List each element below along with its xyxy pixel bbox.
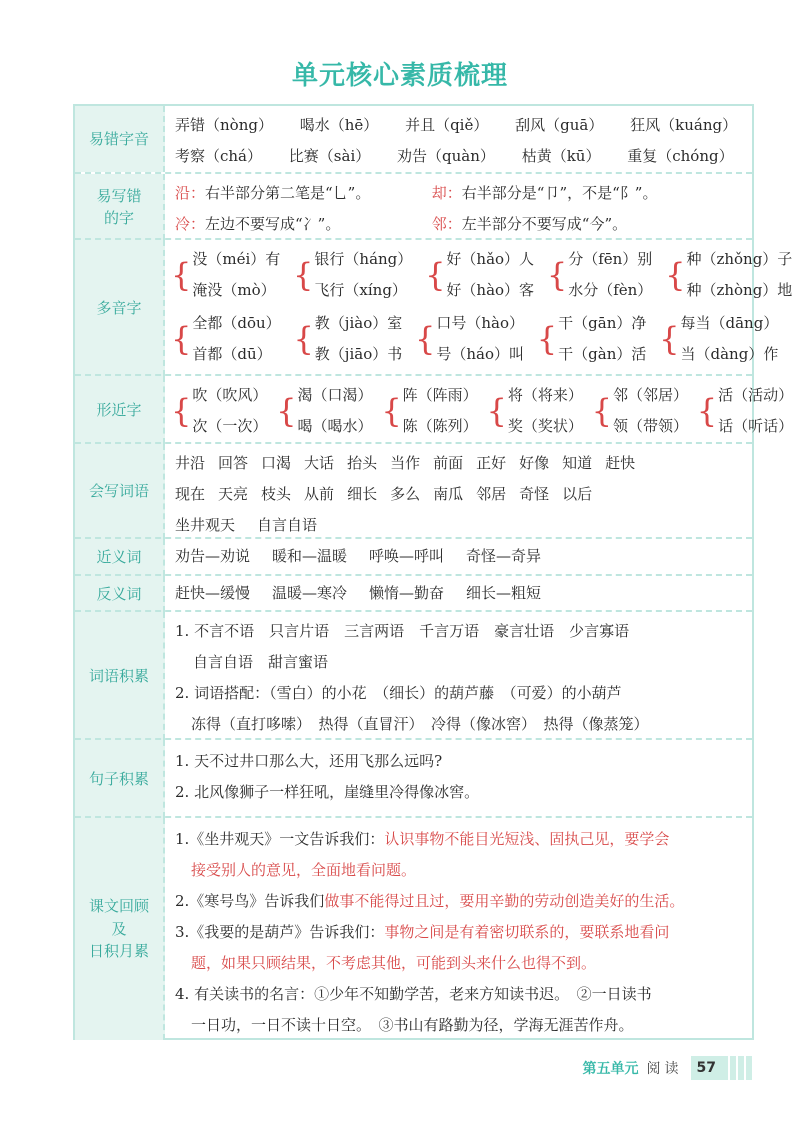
group: { 干（gān）净 干（gàn）活 (537, 308, 647, 370)
char: 邻： (431, 215, 462, 233)
list-item: 南瓜 (433, 485, 464, 503)
group: { 邻（邻居） 领（带领） (592, 380, 688, 442)
word: 领（带领） (612, 417, 688, 435)
list-item: 狂风（kuáng） (630, 116, 738, 134)
highlight-text: 题，如果只顾结果，不考虑其他，可能到头来什么也得不到。 (191, 954, 597, 972)
label-kewen: 课文回顾 及 日积月累 (75, 818, 165, 1040)
text-line: 一日功，一日不读十日空。 ③书山有路勤为径，学海无涯苦作舟。 (191, 1016, 634, 1034)
list-item: 温暖—寒冷 (272, 584, 348, 602)
word: 好（hǎo）人 (446, 250, 535, 268)
group: { 分（fēn）别 水分（fèn） (547, 244, 652, 306)
word: 教（jiào）室 (314, 314, 403, 332)
text-line: 4. 有关读书的名言：①少年不知勤学苦，老来方知读书迟。 ②一日读书 (175, 985, 652, 1003)
tip: 左半部分不要写成“今”。 (461, 215, 628, 233)
list-item: 并且（qiě） (405, 116, 489, 134)
word: 水分（fèn） (568, 281, 653, 299)
content-ciyu (165, 612, 752, 740)
list-item: 自言自语 (257, 516, 318, 534)
content-huixie (165, 444, 752, 539)
highlight-text: 接受别人的意见，全面地看问题。 (191, 861, 417, 879)
list-item: 刮风（guā） (515, 116, 604, 134)
word: 没（méi）有 (192, 250, 281, 268)
group: { 每当（dāng） 当（dàng）作 (659, 308, 778, 370)
list-item: 弄错（nòng） (175, 116, 273, 134)
char: 沿： (175, 184, 206, 202)
decorative-grid (722, 1056, 752, 1080)
row-huixie (75, 442, 752, 539)
list-item: 口渴 (261, 454, 292, 472)
list-line (175, 110, 759, 141)
row-fanyi (75, 574, 752, 612)
list-item: 奇怪—奇异 (466, 547, 542, 565)
word: 活（活动） (718, 386, 794, 404)
content-yicuo (165, 106, 759, 172)
word: 奖（奖状） (507, 417, 583, 435)
tip: 左边不要写成“冫”。 (205, 215, 341, 233)
list-item: 细长—粗短 (466, 584, 542, 602)
list-item: 考察（chá） (175, 147, 263, 165)
list-line (175, 578, 752, 609)
list-item: 大话 (304, 454, 335, 472)
word: 种（zhǒng）子 (686, 250, 793, 268)
content-kewen (165, 818, 752, 1040)
word: 次（一次） (192, 417, 268, 435)
group: { 教（jiào）室 教（jiāo）书 (293, 308, 402, 370)
group: { 吹（吹风） 次（一次） (171, 380, 267, 442)
row-jinyi (75, 537, 752, 576)
list-item: 懒惰—勤奋 (369, 584, 445, 602)
section-label: 阅读 (646, 1061, 683, 1077)
text-line: 1. 不言不语 只言片语 三言两语 千言万语 豪言壮语 少言寡语 (175, 622, 630, 640)
unit-label: 第五单元 (582, 1061, 639, 1077)
text: 3.《我要的是葫芦》告诉我们： (175, 923, 385, 941)
word: 首都（dū） (192, 345, 272, 363)
group: { 种（zhǒng）子 种（zhòng）地 (665, 244, 792, 306)
list-item: 抬头 (347, 454, 378, 472)
label-juzi: 句子积累 (75, 740, 165, 818)
highlight-text: 认识事物不能目光短浅、固执己见，要学会 (384, 830, 670, 848)
text-line: 1. 天不过井口那么大，还用飞那么远吗? (175, 752, 443, 770)
label-fanyi: 反义词 (75, 576, 165, 612)
list-item: 邻居 (476, 485, 507, 503)
group: { 活（活动） 话（听话） (697, 380, 793, 442)
list-item: 井沿 (175, 454, 206, 472)
text-line (175, 886, 752, 917)
content-duoyin (165, 240, 793, 376)
word: 干（gàn）活 (558, 345, 647, 363)
group: { 全都（dōu） 首都（dū） (171, 308, 281, 370)
content-jinyi (165, 539, 752, 576)
label-xingjin: 形近字 (75, 376, 165, 444)
text-line: 2. 北风像狮子一样狂吼，崖缝里冷得像冰窖。 (175, 783, 480, 801)
word: 号（háo）叫 (436, 345, 525, 363)
word: 银行（háng） (314, 250, 413, 268)
row-xingjin (75, 374, 794, 444)
char: 却： (431, 184, 462, 202)
text-line: 自言自语 甜言蜜语 (193, 653, 329, 671)
list-item: 前面 (433, 454, 464, 472)
summary-table (73, 104, 794, 1040)
group: { 好（hǎo）人 好（hào）客 (425, 244, 534, 306)
word: 陈（陈列） (402, 417, 478, 435)
list-item: 当作 (390, 454, 421, 472)
word: 全都（dōu） (192, 314, 281, 332)
content-yixie (165, 174, 752, 240)
list-item: 枯黄（kū） (521, 147, 601, 165)
list-item: 以后 (562, 485, 593, 503)
list-item: 细长 (347, 485, 378, 503)
list-line (175, 479, 752, 510)
list-item: 好像 (519, 454, 550, 472)
list-item: 劝告（quàn） (397, 147, 495, 165)
list-line (175, 141, 759, 172)
group: { 口号（hào） 号（háo）叫 (415, 308, 524, 370)
list-item: 比赛（sài） (288, 147, 371, 165)
row-kewen (75, 816, 752, 1040)
list-line (175, 178, 752, 209)
word: 淹没（mò） (192, 281, 276, 299)
label-ciyu: 词语积累 (75, 612, 165, 740)
content-fanyi (165, 576, 752, 612)
word: 邻（邻居） (612, 386, 688, 404)
word: 话（听话） (718, 417, 794, 435)
word: 将（将来） (507, 386, 583, 404)
word: 干（gān）净 (558, 314, 647, 332)
tip: 右半部分第二笔是“乚”。 (205, 184, 371, 202)
tip: 右半部分是“卩”，不是“阝”。 (461, 184, 658, 202)
char: 冷： (175, 215, 206, 233)
text: 2.《寒号鸟》告诉我们 (175, 892, 325, 910)
row-yixie (75, 172, 752, 240)
list-item: 坐井观天 (175, 516, 236, 534)
list-item: 回答 (218, 454, 249, 472)
list-item: 天亮 (218, 485, 249, 503)
highlight-text: 事物之间是有着密切联系的，要联系地看问 (384, 923, 670, 941)
group: { 将（将来） 奖（奖状） (486, 380, 582, 442)
word: 口号（hào） (436, 314, 525, 332)
text-line: 冻得（直打哆嗦） 热得（直冒汗） 冷得（像冰窖） 热得（像蒸笼） (191, 715, 649, 733)
word: 飞行（xíng） (314, 281, 407, 299)
list-item: 劝告—劝说 (175, 547, 251, 565)
group: { 阵（阵雨） 陈（陈列） (381, 380, 477, 442)
list-line (175, 448, 752, 479)
page-number: 57 (691, 1056, 722, 1080)
list-item: 知道 (562, 454, 593, 472)
row-ciyu (75, 610, 752, 740)
content-juzi (165, 740, 752, 818)
list-item: 暖和—温暖 (272, 547, 348, 565)
row-yicuo (75, 106, 752, 172)
list-item: 赶快 (605, 454, 636, 472)
word: 渴（口渴） (297, 386, 373, 404)
page-footer (583, 1056, 752, 1080)
word: 好（hào）客 (446, 281, 535, 299)
group: { 没（méi）有 淹没（mò） (171, 244, 280, 306)
word: 教（jiāo）书 (314, 345, 403, 363)
label-yicuo: 易错字音 (75, 106, 165, 172)
word: 阵（阵雨） (402, 386, 478, 404)
list-item: 枝头 (261, 485, 292, 503)
text-line (175, 824, 752, 855)
label-yixie: 易写错 的字 (75, 174, 165, 240)
list-item: 重复（chóng） (627, 147, 734, 165)
word: 吹（吹风） (192, 386, 268, 404)
list-item: 呼唤—呼叫 (369, 547, 445, 565)
group: { 银行（háng） 飞行（xíng） (293, 244, 412, 306)
list-item: 奇怪 (519, 485, 550, 503)
word: 每当（dāng） (680, 314, 779, 332)
word: 种（zhòng）地 (686, 281, 793, 299)
list-line (175, 209, 752, 240)
list-item: 从前 (304, 485, 335, 503)
label-jinyi: 近义词 (75, 539, 165, 576)
word: 分（fēn）别 (568, 250, 653, 268)
word: 当（dàng）作 (680, 345, 779, 363)
row-juzi (75, 738, 752, 818)
text-line (175, 917, 752, 948)
list-line (175, 541, 752, 572)
label-huixie: 会写词语 (75, 444, 165, 539)
content-xingjin (165, 376, 794, 444)
list-item: 正好 (476, 454, 507, 472)
word: 喝（喝水） (297, 417, 373, 435)
list-item: 喝水（hē） (299, 116, 379, 134)
text: 1.《坐井观天》一文告诉我们： (175, 830, 385, 848)
list-item: 多么 (390, 485, 421, 503)
list-item: 现在 (175, 485, 206, 503)
list-item: 赶快—缓慢 (175, 584, 251, 602)
page-title: 单元核心素质梳理 (291, 61, 508, 91)
text-line: 2. 词语搭配：（雪白）的小花 （细长）的葫芦藤 （可爱）的小葫芦 (175, 684, 622, 702)
highlight-text: 做事不能得过且过，要用辛勤的劳动创造美好的生活。 (324, 892, 685, 910)
label-duoyin: 多音字 (75, 240, 165, 376)
row-duoyin (75, 238, 793, 376)
group: { 渴（口渴） 喝（喝水） (276, 380, 372, 442)
